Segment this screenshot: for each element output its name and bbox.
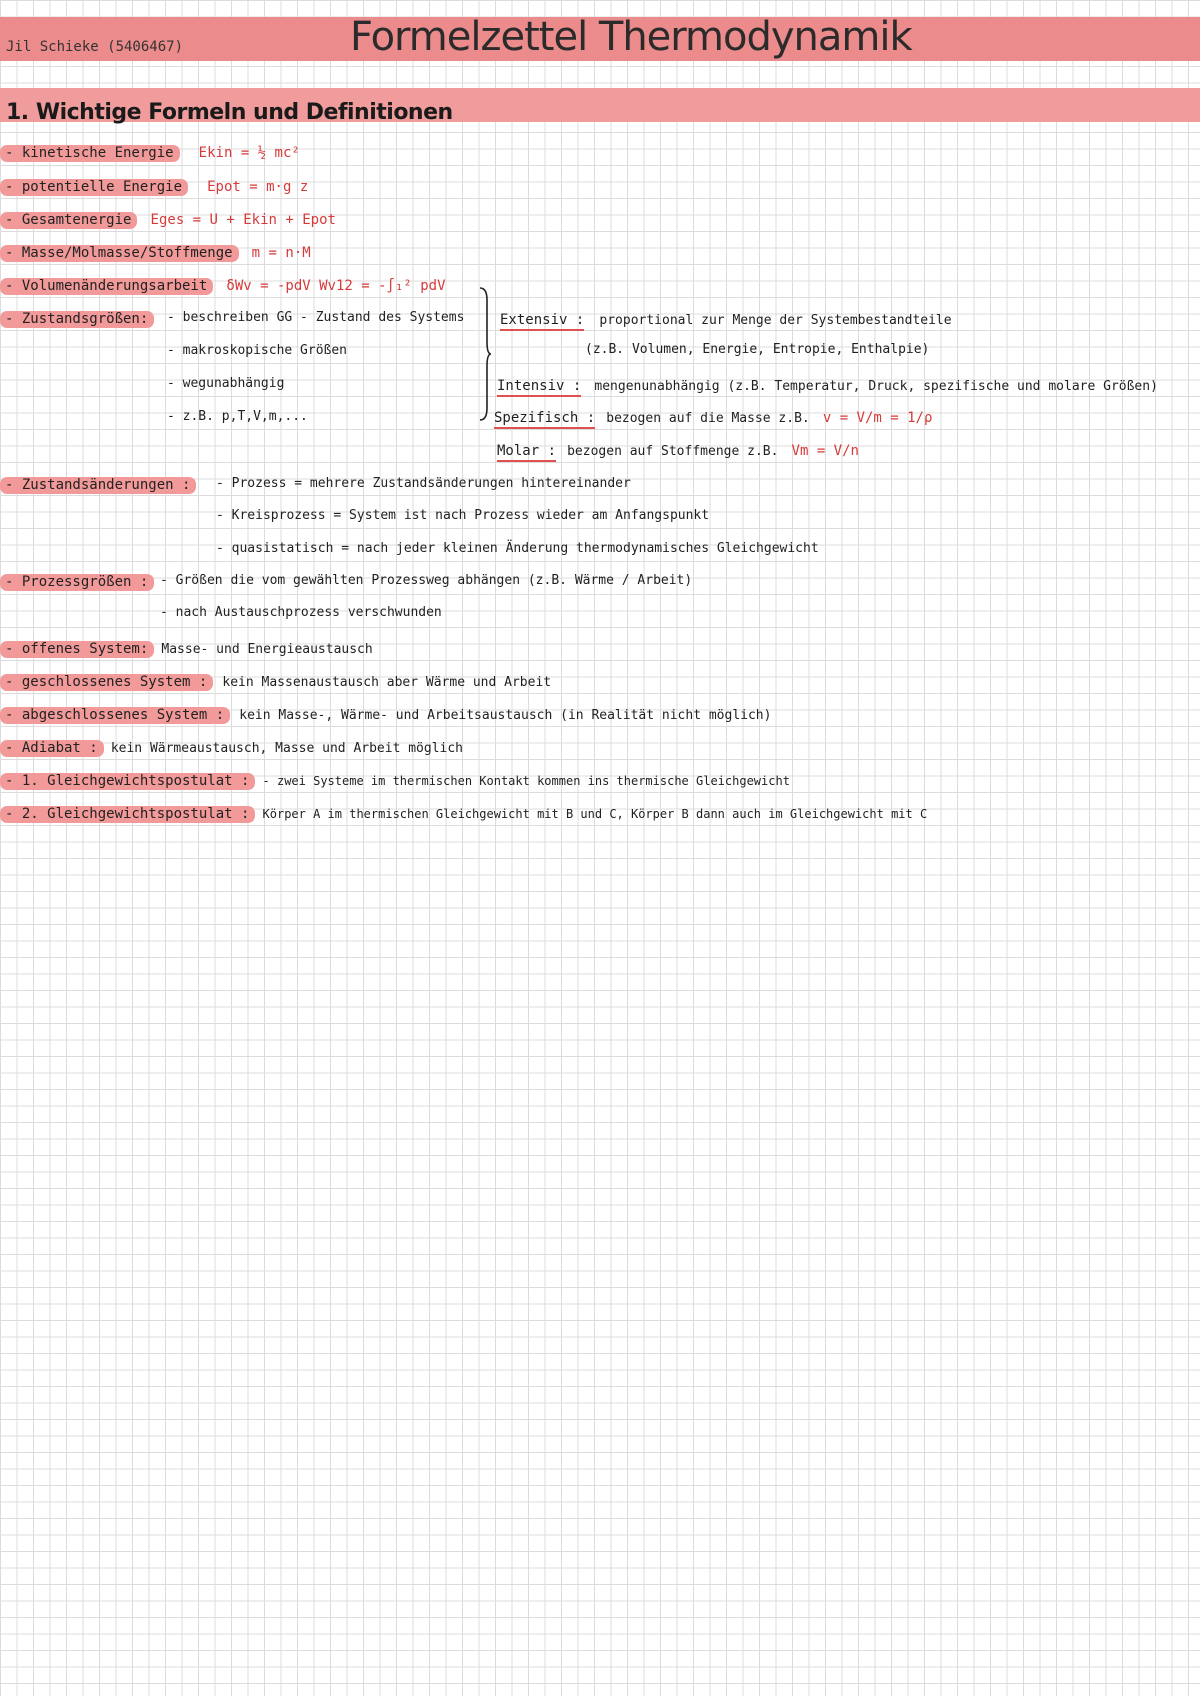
molar-label: Molar : [497,443,556,462]
molar-row [497,440,859,459]
row-process-variables [0,571,154,591]
total-energy-formula: Eges = U + Ekin + Epot [150,212,336,228]
isolated-system-text: kein Masse-, Wärme- und Arbeitsaustausch (in Realität nicht möglich) [239,708,772,723]
row-volume-work [0,275,446,295]
state-changes-item-1: - Prozess = mehrere Zustandsänderungen hintereinander [216,476,631,491]
row-equilibrium-postulate-2 [0,803,927,823]
row-closed-system [0,671,551,691]
process-variables-item-2: - nach Austauschprozess verschwunden [160,605,442,620]
extensiv-label: Extensiv : [500,312,584,331]
state-variables-item-4: - z.B. p,T,V,m,... [167,409,308,424]
state-changes-item-2: - Kreisprozess = System ist nach Prozess wieder am Anfangspunkt [216,508,710,523]
spezifisch-row [494,407,932,426]
extensiv-examples: (z.B. Volumen, Energie, Entropie, Enthalpie) [585,342,930,357]
potential-energy-formula: Epot = m·g z [207,179,309,195]
equilibrium-postulate-2-label: - 2. Gleichgewichtspostulat : [0,806,255,823]
row-kinetic-energy [0,142,300,162]
process-variables-item-1: - Größen die vom gewählten Prozessweg abhängen (z.B. Wärme / Arbeit) [160,573,693,588]
row-adiabatic [0,737,463,757]
spezifisch-label: Spezifisch : [494,410,595,429]
closed-system-text: kein Massenaustausch aber Wärme und Arbeit [222,675,552,690]
state-variables-item-1: - beschreiben GG - Zustand des Systems [167,310,465,325]
section-title: 1. Wichtige Formeln und Definitionen [6,100,453,125]
molar-formula: Vm = V/n [791,443,859,459]
potential-energy-label: - potentielle Energie [0,179,188,196]
state-changes-label: - Zustandsänderungen : [0,477,196,494]
state-variables-label: - Zustandsgrößen: [0,311,154,328]
volume-work-formula: δWv = -pdV Wv12 = -∫₁² pdV [226,278,446,294]
row-potential-energy [0,176,308,196]
spezifisch-text: bezogen auf die Masse z.B. [606,411,810,426]
adiabatic-text: kein Wärmeaustausch, Masse und Arbeit möglich [110,741,464,756]
row-open-system [0,638,373,658]
isolated-system-label: - abgeschlossenes System : [0,707,230,724]
state-variables-item-2: - makroskopische Größen [167,343,348,358]
molar-text: bezogen auf Stoffmenge z.B. [567,444,779,459]
mass-label: - Masse/Molmasse/Stoffmenge [0,245,239,262]
closed-system-label: - geschlossenes System : [0,674,213,691]
intensiv-text: mengenunabhängig (z.B. Temperatur, Druck, spezifische und molare Größen) [594,379,1158,394]
row-isolated-system [0,704,771,724]
extensiv-text: proportional zur Menge der Systembestandteile [599,313,952,328]
open-system-label: - offenes System: [0,641,154,658]
intensiv-row [497,375,1158,394]
state-variables-item-3: - wegunabhängig [167,376,285,391]
equilibrium-postulate-2-text: Körper A im thermischen Gleichgewicht mit B und C, Körper B dann auch im Gleichgewicht mit C [262,807,928,821]
kinetic-energy-label: - kinetische Energie [0,145,180,162]
spezifisch-formula: v = V/m = 1/ρ [822,410,933,426]
state-changes-item-3: - quasistatisch = nach jeder kleinen Änderung thermodynamisches Gleichgewicht [216,541,819,556]
intensiv-label: Intensiv : [497,378,581,397]
equilibrium-postulate-1-text: - zwei Systeme im thermischen Kontakt kommen ins thermische Gleichgewicht [262,774,790,788]
row-equilibrium-postulate-1 [0,770,790,790]
kinetic-energy-formula: Ekin = ½ mc² [198,145,300,161]
open-system-text: Masse- und Energieaustausch [161,642,373,657]
adiabatic-label: - Adiabat : [0,740,104,757]
equilibrium-postulate-1-label: - 1. Gleichgewichtspostulat : [0,773,255,790]
mass-formula: m = n·M [251,245,311,261]
extensiv-row [500,309,952,328]
row-total-energy [0,209,336,229]
curly-brace-icon [478,286,492,422]
process-variables-label: - Prozessgrößen : [0,574,154,591]
page-title: Formelzettel Thermodynamik [350,14,912,60]
total-energy-label: - Gesamtenergie [0,212,137,229]
volume-work-label: - Volumenänderungsarbeit [0,278,213,295]
row-mass [0,242,311,262]
row-state-changes [0,474,196,494]
row-state-variables [0,308,154,328]
author-name: Jil Schieke (5406467) [6,39,184,55]
